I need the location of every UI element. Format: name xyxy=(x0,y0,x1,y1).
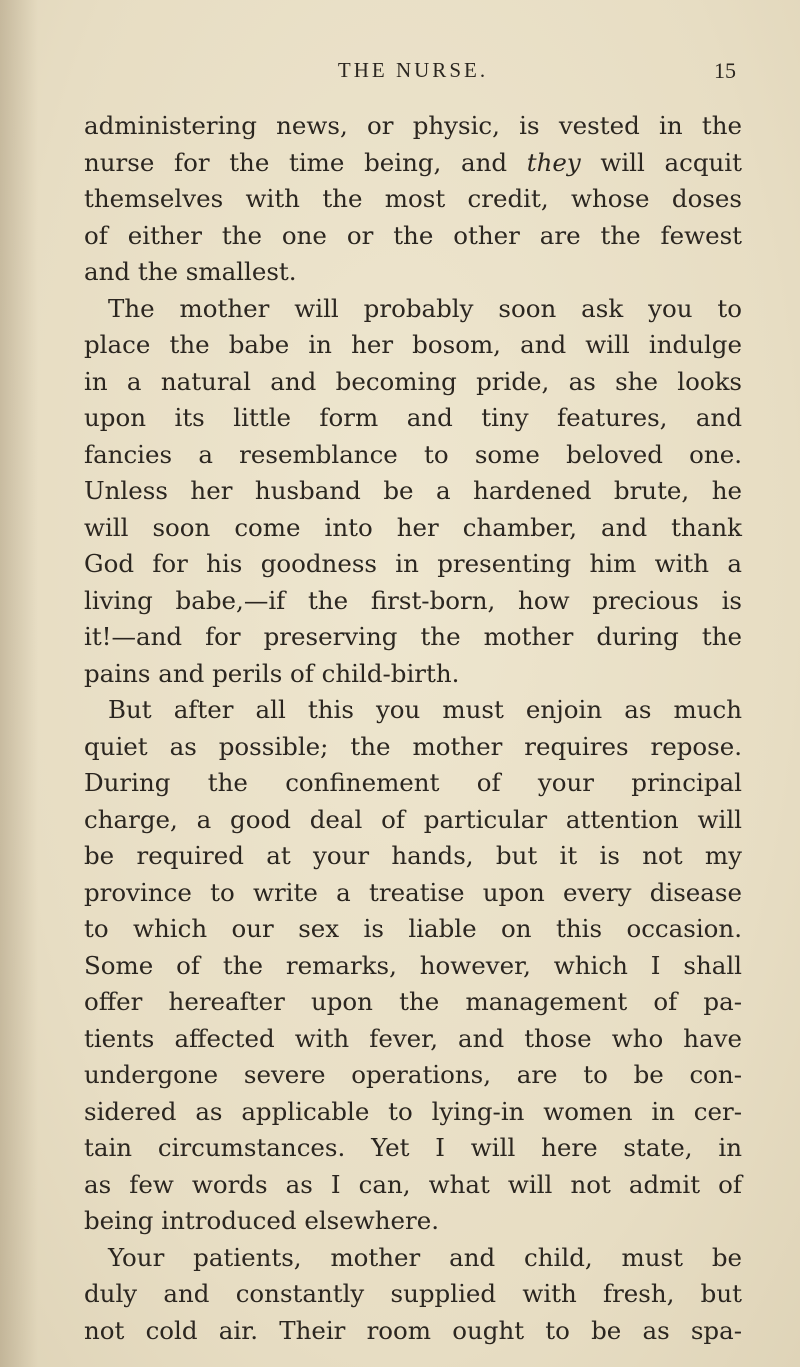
text-line: sidered as applicable to lying-in women in cer- xyxy=(84,1096,742,1126)
text-line: it!—and for preserving the mother during the xyxy=(84,622,742,651)
text-line: be required at your hands, but it is not my xyxy=(84,841,742,870)
text-line: upon its little form and tiny features, and xyxy=(84,403,742,432)
text-line: and the smallest. xyxy=(84,257,297,286)
text-line: During the confinement of your principal xyxy=(84,768,742,797)
text-line: themselves with the most credit, whose doses xyxy=(84,184,742,213)
text-line: as few words as I can, what will not admit of xyxy=(84,1169,742,1199)
text-line: of either the one or the other are the fewest xyxy=(84,220,742,250)
body-text xyxy=(84,108,742,1349)
text-line: pains and perils of child-birth. xyxy=(84,658,460,688)
text-line: place the babe in her bosom, and will indulge xyxy=(84,330,742,359)
text-line: tain circumstances. Yet I will here state, in xyxy=(84,1133,742,1162)
text-line: in a natural and becoming pride, as she looks xyxy=(84,366,742,396)
text-line: being introduced elsewhere. xyxy=(84,1206,439,1235)
text-line: tients affected with fever, and those who have xyxy=(84,1023,742,1053)
text-line: God for his goodness in presenting him with a xyxy=(84,549,742,578)
text-line: administering news, or physic, is vested in the xyxy=(84,111,742,140)
text-line: not cold air. Their room ought to be as spa- xyxy=(84,1315,742,1345)
emphasis: they xyxy=(526,147,581,177)
running-title: THE NURSE. xyxy=(337,58,489,82)
text-line: nurse for the time being, and they will acquit xyxy=(84,147,742,177)
text-line: But after all this you must enjoin as much xyxy=(108,695,742,724)
text-line: quiet as possible; the mother requires repose. xyxy=(84,731,742,761)
text-line: duly and constantly supplied with fresh, but xyxy=(84,1279,742,1308)
spine-shadow xyxy=(0,0,38,1367)
text-line: living babe,—if the first-born, how precious is xyxy=(84,585,742,615)
text-line: fancies a resemblance to some beloved one. xyxy=(84,439,742,469)
text-line: undergone severe operations, are to be con- xyxy=(84,1060,742,1089)
text-line: offer hereafter upon the management of pa- xyxy=(84,987,742,1016)
running-head xyxy=(90,58,736,88)
text-line: Unless her husband be a hardened brute, he xyxy=(84,476,742,505)
text-line: charge, a good deal of particular attention will xyxy=(84,804,742,834)
text-line: to which our sex is liable on this occasion. xyxy=(84,914,742,943)
text-line: will soon come into her chamber, and thank xyxy=(84,512,742,542)
page-number: 15 xyxy=(714,58,736,83)
text-line: Some of the remarks, however, which I shall xyxy=(84,950,742,980)
text-line: province to write a treatise upon every disease xyxy=(84,877,742,907)
text-line: The mother will probably soon ask you to xyxy=(108,293,742,323)
text-line: Your patients, mother and child, must be xyxy=(108,1242,742,1272)
